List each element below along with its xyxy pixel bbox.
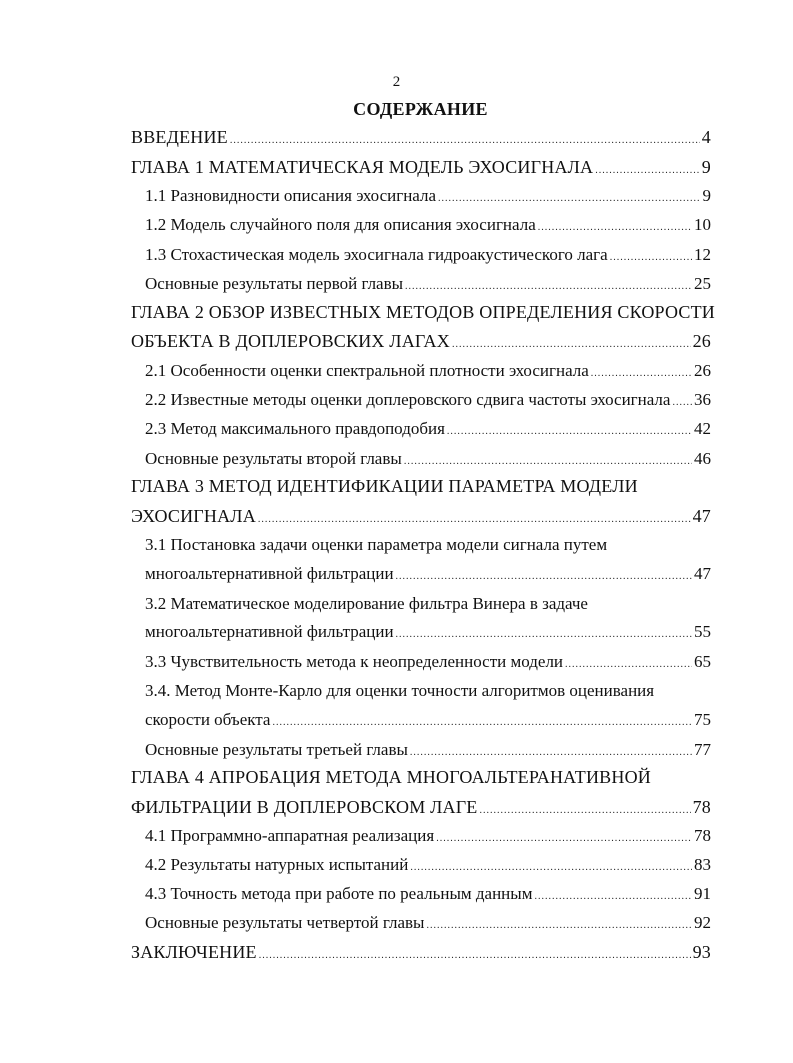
dot-leader — [538, 218, 692, 238]
toc-entry-page: 9 — [701, 157, 711, 177]
toc-entry-2-2[interactable] — [145, 390, 711, 413]
toc-entry-text: ВВЕДЕНИЕ — [131, 127, 228, 147]
toc-entry-3-2-line1[interactable]: 3.2 Математическое моделирование фильтра Винера в задаче — [145, 594, 588, 613]
dot-leader — [426, 916, 692, 936]
toc-entry-3-4-line1[interactable]: 3.4. Метод Монте-Карло для оценки точности алгоритмов оценивания — [145, 681, 655, 700]
toc-entry-text: ЭХОСИГНАЛА — [131, 506, 256, 526]
toc-entry-text: 1.1 Разновидности описания эхосигнала — [145, 186, 437, 205]
toc-entry-3-3[interactable] — [145, 652, 711, 675]
toc-entry-page: 42 — [694, 419, 711, 438]
toc-entry-page: 93 — [692, 942, 711, 962]
dot-leader — [436, 829, 692, 849]
toc-entry-2-3[interactable] — [145, 419, 711, 442]
toc-entry-page: 46 — [694, 449, 711, 468]
toc-entry-page: 83 — [694, 855, 711, 874]
toc-entry-text: 2.3 Метод максимального правдоподобия — [145, 419, 445, 438]
toc-entry-3-1-line1[interactable]: 3.1 Постановка задачи оценки параметра модели сигнала путем — [145, 535, 608, 554]
toc-entry-text: ЗАКЛЮЧЕНИЕ — [131, 942, 257, 962]
toc-entry-chapter-3-line1[interactable]: ГЛАВА 3 МЕТОД ИДЕНТИФИКАЦИИ ПАРАМЕТРА МОДЕЛИ — [131, 476, 638, 496]
toc-entry-page: 12 — [694, 245, 711, 264]
toc-entry-page: 10 — [694, 215, 711, 234]
dot-leader — [452, 335, 691, 355]
toc-entry-page: 78 — [692, 797, 711, 817]
toc-entry-2-1[interactable] — [145, 361, 711, 384]
dot-leader — [610, 248, 692, 268]
dot-leader — [480, 801, 691, 821]
toc-entry-text: ФИЛЬТРАЦИИ В ДОПЛЕРОВСКОМ ЛАГЕ — [131, 797, 478, 817]
toc-entry-text: 2.2 Известные методы оценки доплеровского сдвига частоты эхосигнала — [145, 390, 671, 409]
toc-entry-text: Основные результаты четвертой главы — [145, 913, 425, 932]
toc-entry-3-2[interactable] — [145, 622, 711, 645]
dot-leader — [534, 887, 692, 907]
toc-entry-text: 1.3 Стохастическая модель эхосигнала гидроакустического лага — [145, 245, 608, 264]
toc-entry-introduction[interactable] — [131, 127, 711, 151]
toc-entry-text: ОБЪЕКТА В ДОПЛЕРОВСКИХ ЛАГАХ — [131, 331, 450, 351]
toc-entry-text: 4.2 Результаты натурных испытаний — [145, 855, 409, 874]
toc-entry-4-3[interactable] — [145, 884, 711, 907]
toc-entry-text: многоальтернативной фильтрации — [145, 622, 394, 641]
toc-entry-page: 55 — [694, 622, 711, 641]
toc-entry-text: скорости объекта — [145, 710, 271, 729]
dot-leader — [410, 743, 692, 763]
toc-entry-chapter-4[interactable] — [131, 797, 711, 821]
dot-leader — [438, 189, 700, 209]
toc-entry-4-1[interactable] — [145, 826, 711, 849]
toc-entry-page: 26 — [692, 331, 711, 351]
toc-entry-text: 2.1 Особенности оценки спектральной плотности эхосигнала — [145, 361, 589, 380]
dot-leader — [272, 713, 692, 733]
toc-entry-text: 4.3 Точность метода при работе по реальным данным — [145, 884, 533, 903]
toc-entry-conclusion[interactable] — [131, 942, 711, 966]
page-number: 2 — [392, 74, 401, 90]
dot-leader — [230, 131, 700, 151]
toc-entry-page: 36 — [694, 390, 711, 409]
toc-entry-page: 47 — [692, 506, 711, 526]
toc-entry-chapter-3-results[interactable] — [145, 740, 711, 763]
dot-leader — [447, 422, 692, 442]
dot-leader — [404, 452, 692, 472]
toc-entry-page: 75 — [694, 710, 711, 729]
toc-entry-page: 92 — [694, 913, 711, 932]
toc-entry-text: 4.1 Программно-аппаратная реализация — [145, 826, 435, 845]
toc-entry-page: 9 — [702, 186, 711, 205]
toc-entry-1-3[interactable] — [145, 245, 711, 268]
dot-leader — [405, 277, 692, 297]
toc-entry-chapter-4-results[interactable] — [145, 913, 711, 936]
toc-entry-page: 47 — [694, 564, 711, 583]
dot-leader — [258, 510, 691, 530]
dot-leader — [591, 364, 692, 384]
toc-entry-chapter-2[interactable] — [131, 331, 711, 355]
toc-entry-text: 3.3 Чувствительность метода к неопределенности модели — [145, 652, 564, 671]
dot-leader — [396, 567, 692, 587]
toc-entry-page: 4 — [701, 127, 711, 147]
toc-entry-page: 25 — [694, 274, 711, 293]
toc-entry-page: 65 — [694, 652, 711, 671]
dot-leader — [396, 625, 692, 645]
toc-entry-text: ГЛАВА 1 МАТЕМАТИЧЕСКАЯ МОДЕЛЬ ЭХОСИГНАЛА — [131, 157, 594, 177]
toc-entry-text: многоальтернативной фильтрации — [145, 564, 394, 583]
toc-entry-page: 91 — [694, 884, 711, 903]
toc-entry-page: 78 — [694, 826, 711, 845]
toc-entry-chapter-1-results[interactable] — [145, 274, 711, 297]
toc-entry-text: Основные результаты третьей главы — [145, 740, 408, 759]
toc-entry-chapter-3[interactable] — [131, 506, 711, 530]
toc-entry-text: 1.2 Модель случайного поля для описания эхосигнала — [145, 215, 536, 234]
toc-entry-page: 77 — [694, 740, 711, 759]
toc-entry-chapter-1[interactable] — [131, 157, 711, 181]
toc-entry-3-4[interactable] — [145, 710, 711, 733]
toc-entry-text: Основные результаты первой главы — [145, 274, 404, 293]
dot-leader — [565, 655, 692, 675]
toc-entry-3-1[interactable] — [145, 564, 711, 587]
toc-entry-1-1[interactable] — [145, 186, 711, 209]
dot-leader — [595, 161, 700, 181]
toc-entry-chapter-2-results[interactable] — [145, 449, 711, 472]
dot-leader — [672, 393, 692, 413]
toc-entry-1-2[interactable] — [145, 215, 711, 238]
dot-leader — [259, 946, 691, 966]
toc-entry-4-2[interactable] — [145, 855, 711, 878]
toc-entry-chapter-4-line1[interactable]: ГЛАВА 4 АПРОБАЦИЯ МЕТОДА МНОГОАЛЬТЕРАНАТИВНОЙ — [131, 767, 651, 787]
toc-entry-chapter-2-line1[interactable]: ГЛАВА 2 ОБЗОР ИЗВЕСТНЫХ МЕТОДОВ ОПРЕДЕЛЕНИЯ СКОРОСТИ — [131, 302, 716, 322]
dot-leader — [410, 858, 692, 878]
toc-entry-text: Основные результаты второй главы — [145, 449, 402, 468]
toc-entry-page: 26 — [694, 361, 711, 380]
page-title: СОДЕРЖАНИЕ — [353, 99, 488, 119]
